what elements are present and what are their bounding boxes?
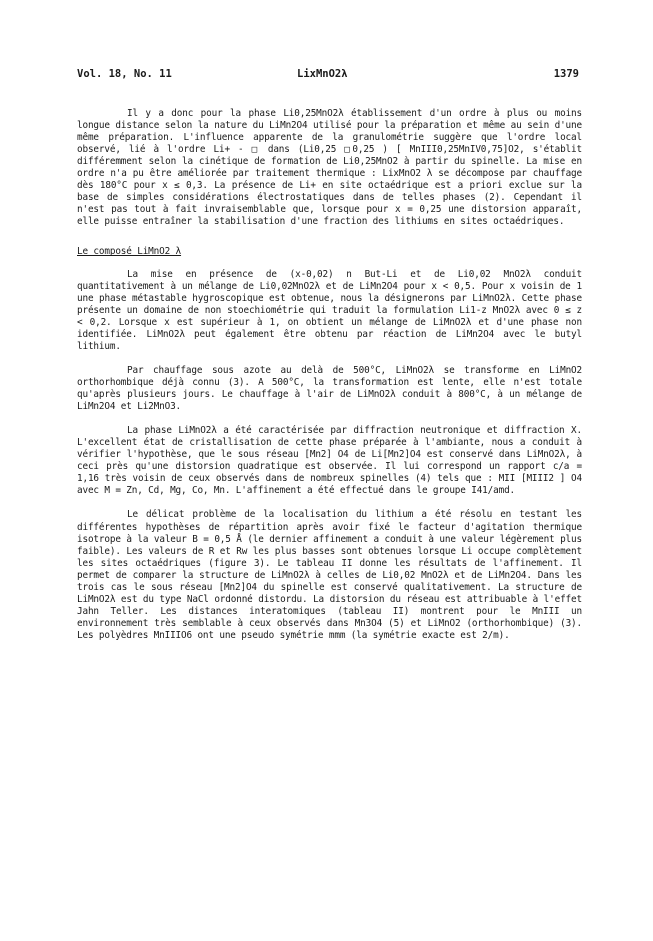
section-title: Le composé LiMnO2 λ (77, 246, 182, 258)
page-header (77, 68, 579, 84)
page-number: 1379 (553, 68, 579, 80)
paragraph-5: Le délicat problème de la localisation du lithium a été résolu en testant les différentes hypothèses de répartition après avoir fixé le facteur d'agitation thermique isotrope à la valeur B = 0,5 Å (le dernier affinement a conduit à une valeur légèrement plus faible). Les valeurs de R et Rw les plus basses sont obtenues lorsque Li occupe complètement les sites octaédriques (figure 3). Le tableau II donne les résultats de l'affinement. Il permet de comparer la structure de LiMnO2λ à celles de Li0,02 MnO2λ et de LiMn2O4. Dans les trois cas le sous réseau [Mn2]O4 du spinelle est conservé qualitativement. La structure de LiMnO2λ est du type NaCl ordonné distordu. La distorsion du réseau est attribuable à l'effet Jahn Teller. Les distances interatomiques (tableau II) montrent pour le MnIII un environnement très semblable à ceux observés dans Mn3O4 (5) et LiMnO2 (orthorhombique) (3). Les polyèdres MnIIIO6 ont une pseudo symétrie mmm (la symétrie exacte est 2/m). (77, 509, 582, 641)
body-text (77, 108, 582, 654)
running-title (297, 68, 348, 80)
running-title-text: LixMnO2λ (297, 68, 348, 80)
paragraph-3: Par chauffage sous azote au delà de 500°C, LiMnO2λ se transforme en LiMnO2 orthorhombique déjà connu (3). A 500°C, la transformation est lente, elle n'est totale qu'après plusieurs jours. Le chauffage à l'air de LiMnO2λ conduit à 800°C, à un mélange de LiMn2O4 et Li2MnO3. (77, 364, 582, 413)
paragraph-2: La mise en présence de (x-0,02) n But-Li et de Li0,02 MnO2λ conduit quantitativement à un mélange de Li0,02MnO2λ et de LiMn2O4 pour x < 0,5. Pour x voisin de 1 une phase métastable hygroscopique est obtenue, nous la désignerons par LiMnO2λ. Cette phase présente un domaine de non stoechiométrie qui traduit la formulation Li1-z MnO2λ avec 0 ≤ z < 0,2. Lorsque x est supérieur à 1, on obtient un mélange de LiMnO2λ et d'une phase non identifiée. LiMnO2λ peut également être obtenu par réaction de LiMn2O4 avec le butyl lithium. (77, 268, 582, 352)
paragraph-1: Il y a donc pour la phase Li0,25MnO2λ établissement d'un ordre à plus ou moins longue distance selon la nature du LiMn2O4 utilisé pour la préparation et même au sein d'une même préparation. L'influence apparente de la granulométrie suggère que l'ordre local observé, lié à l'ordre Li+ - □ dans (Li0,25 □0,25 ) [ MnIII0,25MnIV0,75]O2, s'établit différemment selon la cinétique de formation de Li0,25MnO2 à partir du spinelle. La mise en ordre n'a pu être améliorée par traitement thermique : LixMnO2 λ se décompose par chauffage dès 180°C pour x ≤ 0,3. La présence de Li+ en site octaédrique est a priori exclue sur la base de simples considérations électrostatiques dans de telles phases (2). Cependant il n'est pas tout à fait invraisemblable que, lorsque pour x = 0,25 une distorsion apparaît, elle puisse entraîner la stabilisation d'une fraction des lithiums en sites octaédriques. (77, 108, 582, 228)
journal-volume: Vol. 18, No. 11 (77, 68, 172, 80)
paragraph-4: La phase LiMnO2λ a été caractérisée par diffraction neutronique et diffraction X. L'excellent état de cristallisation de cette phase préparée à l'ambiante, nous a conduit à vérifier l'hypothèse, que le sous réseau [Mn2] O4 de Li[Mn2]O4 est conservé dans LiMnO2λ, à ceci près qu'une distorsion quadratique est observée. Il lui correspond un rapport c/a = 1,16 très voisin de ceux observés dans de nombreux spinelles (4) tels que : MII [MIII2 ] O4 avec M = Zn, Cd, Mg, Co, Mn. L'affinement a été effectué dans le groupe I41/amd. (77, 425, 582, 497)
